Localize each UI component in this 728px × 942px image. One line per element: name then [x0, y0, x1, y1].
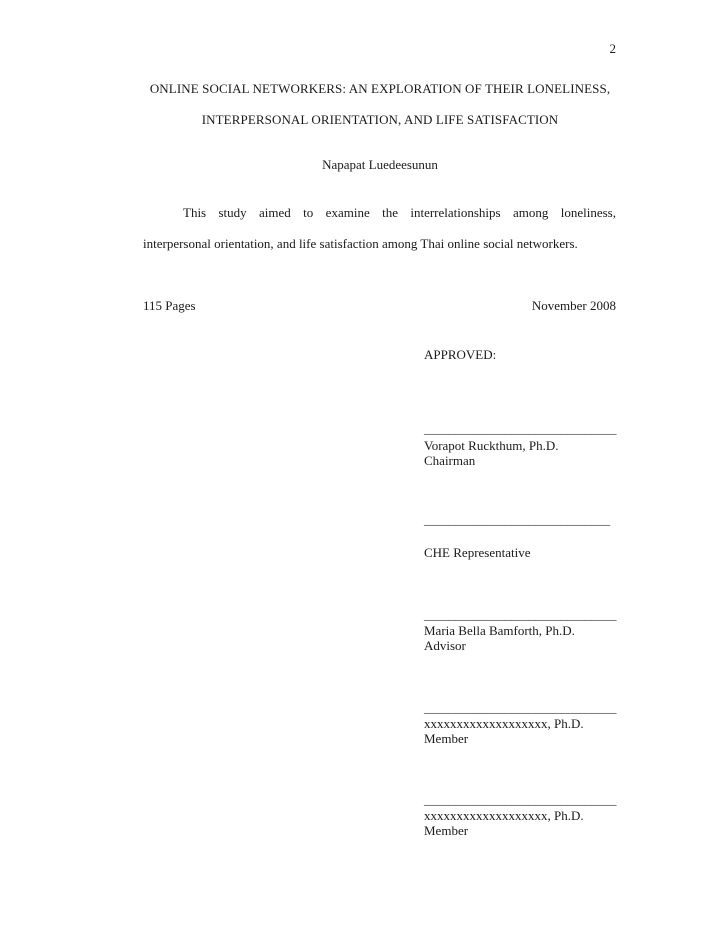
page-count: 115 Pages — [143, 298, 196, 313]
thesis-title-line-1: ONLINE SOCIAL NETWORKERS: AN EXPLORATION OF THEIR LONELINESS, — [149, 81, 611, 96]
approved-label: APPROVED: — [424, 347, 497, 362]
abstract-line-2: interpersonal orientation, and life satisfaction among Thai online social networkers. — [143, 236, 578, 251]
signature-line: _______________________________ — [424, 792, 617, 807]
signature-line: _______________________________ — [424, 700, 617, 715]
signatory-name: Maria Bella Bamforth, Ph.D. — [424, 623, 575, 638]
abstract-line-1: This study aimed to examine the interrelationships among loneliness, — [183, 205, 616, 220]
signature-line: ______________________________ — [424, 512, 611, 527]
signatory-role: Advisor — [424, 638, 466, 653]
signatory-role: Member — [424, 823, 469, 838]
thesis-title-line-2: INTERPERSONAL ORIENTATION, AND LIFE SATISFACTION — [201, 112, 559, 127]
signatory-name: Vorapot Ruckthum, Ph.D. — [424, 438, 559, 453]
page-number: 2 — [609, 41, 616, 56]
signature-line: _______________________________ — [424, 421, 617, 436]
signature-line: _______________________________ — [424, 607, 617, 622]
signatory-name: xxxxxxxxxxxxxxxxxxx, Ph.D. — [424, 808, 584, 823]
author-name: Napapat Luedeesunun — [322, 157, 438, 172]
signatory-role: Member — [424, 731, 469, 746]
signatory-name: xxxxxxxxxxxxxxxxxxx, Ph.D. — [424, 716, 584, 731]
thesis-date: November 2008 — [531, 298, 616, 313]
signatory-role: Chairman — [424, 453, 476, 468]
signatory-role: CHE Representative — [424, 545, 531, 560]
